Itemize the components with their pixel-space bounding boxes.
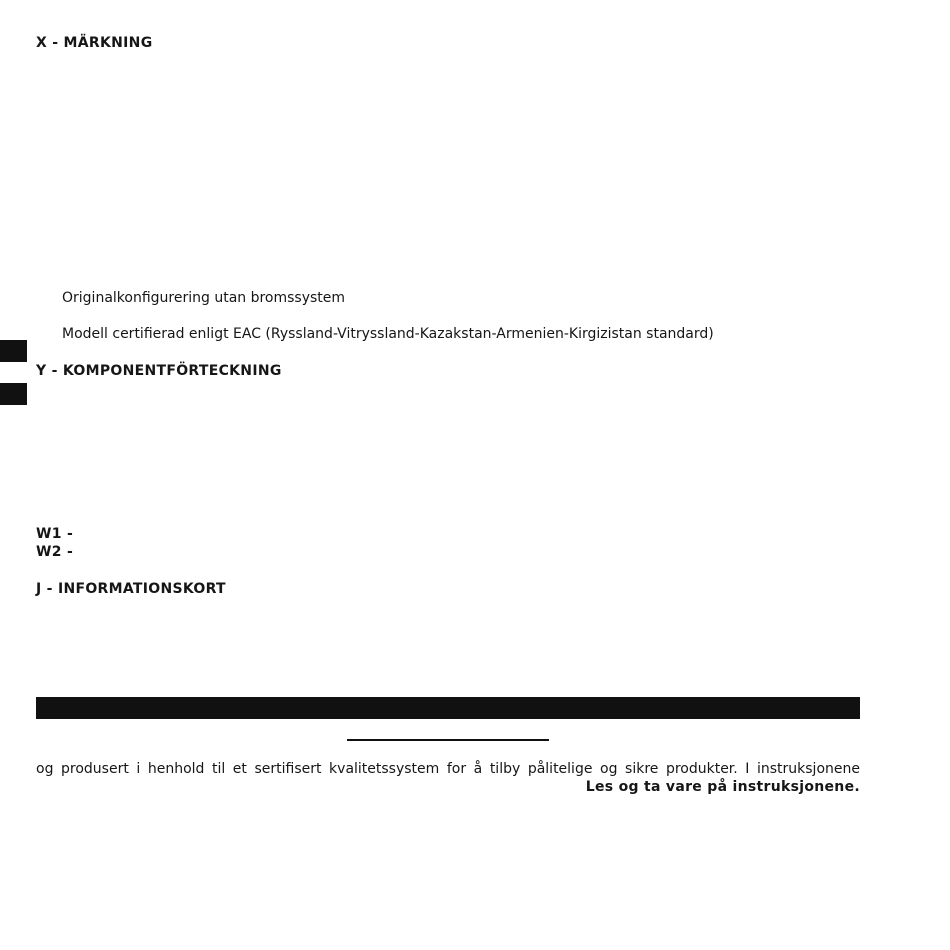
heading-j-information-card: J - INFORMATIONSKORT: [36, 581, 226, 597]
heading-y-components: Y - KOMPONENTFÖRTECKNING: [36, 363, 282, 379]
side-tab-marker-bottom: [0, 383, 27, 405]
black-band-divider: [36, 697, 860, 719]
footer-text-line: og produsert i henhold til et sertifisert kvalitetssystem for å tilby pålitelige og sikre produkter. I instruksjonene: [36, 761, 860, 777]
side-tab-marker-top: [0, 340, 27, 362]
short-rule-divider: [347, 739, 549, 741]
marking-item-eac-certified: Modell certifierad enligt EAC (Ryssland-Vitryssland-Kazakstan-Armenien-Kirgizistan standard): [62, 326, 714, 342]
marking-item-original-config: Originalkonfigurering utan bromssystem: [62, 290, 346, 306]
label-w2: W2 -: [36, 544, 74, 560]
heading-x-marking: X - MÄRKNING: [36, 35, 153, 51]
footer-bold-instruction: Les og ta vare på instruksjonene.: [585, 779, 860, 795]
label-w1: W1 -: [36, 526, 74, 542]
